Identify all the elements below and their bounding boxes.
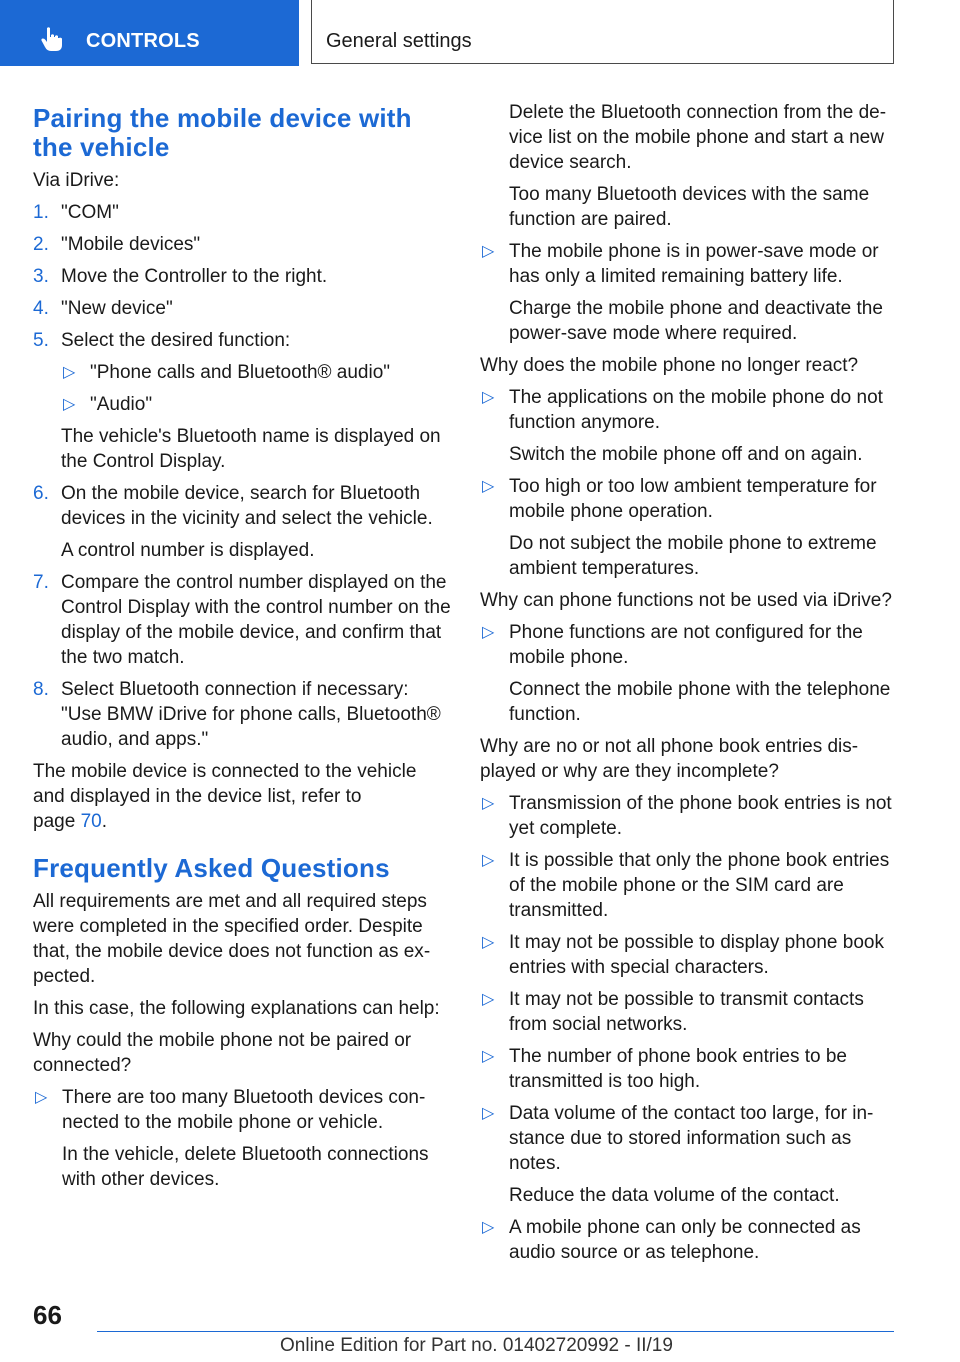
list-item: ▷ A mobile phone can only be connected as audio source or as telephone.	[482, 1217, 861, 1263]
step-number: 5.	[33, 330, 49, 351]
via-idrive-text: Via iDrive:	[33, 170, 120, 191]
header-subsection-title: General settings	[326, 30, 472, 52]
triangle-bullet-icon: ▷	[482, 624, 495, 641]
list-item: ▷ "Phone calls and Bluetooth® audio"	[63, 362, 391, 383]
triangle-bullet-icon: ▷	[63, 364, 76, 381]
answer-note: Too many Bluetooth devices with the same function are paired.	[509, 184, 870, 230]
step-text: "New device"	[61, 298, 173, 319]
step5-note: The vehicle's Bluetooth name is displayed on the Control Display.	[61, 426, 441, 472]
answer-note: Switch the mobile phone off and on again.	[509, 444, 863, 465]
faq-help: In this case, the following explanations can help:	[33, 998, 440, 1019]
question-phone-book: Why are no or not all phone book entries displayed or why are they incomplete?	[480, 736, 859, 782]
heading-pairing: Pairing the mobile device with the vehicle	[33, 103, 412, 162]
step-item	[33, 328, 451, 353]
step-number: 7.	[33, 572, 49, 593]
step-number: 2.	[33, 234, 49, 255]
step-number: 6.	[33, 483, 49, 504]
footer-edition: Online Edition for Part no. 01402720992 - II/19	[280, 1335, 673, 1356]
answer-note: Charge the mobile phone and deactivate the power-save mode where required.	[509, 298, 883, 344]
step-number: 3.	[33, 266, 49, 287]
faq-intro: All requirements are met and all required steps were completed in the specified order. Despite that, the mobile device does not function as expected.	[33, 891, 431, 987]
left-column	[33, 100, 451, 1199]
list-item: ▷ The mobile phone is in power-save mode or has only a limited remaining battery life.	[482, 241, 879, 287]
answer-note: Reduce the data volume of the contact.	[509, 1185, 840, 1206]
header-subsection-box	[311, 0, 894, 64]
list-item: ▷ It may not be possible to display phone book entries with special characters.	[482, 932, 884, 978]
step-item	[33, 232, 451, 257]
step-text: "COM"	[61, 202, 119, 223]
step-text: On the mobile device, search for Bluetooth devices in the vicinity and select the vehicle.	[61, 483, 433, 529]
question-no-react: Why does the mobile phone no longer react?	[480, 355, 859, 376]
triangle-bullet-icon: ▷	[482, 389, 495, 406]
answer-note: Delete the Bluetooth connection from the device list on the mobile phone and start a new device search.	[509, 102, 887, 173]
triangle-bullet-icon: ▷	[482, 934, 495, 951]
step-text: Move the Controller to the right.	[61, 266, 328, 287]
step-text: Compare the control number displayed on the Control Display with the control number on the display of the mobile device, and confirm that the two match.	[61, 572, 451, 668]
answer-note: Connect the mobile phone with the telephone function.	[509, 679, 891, 725]
header-section-title: CONTROLS	[86, 30, 200, 52]
triangle-bullet-icon: ▷	[482, 1048, 495, 1065]
answer-note: In the vehicle, delete Bluetooth connections with other devices.	[62, 1144, 429, 1190]
step-item	[33, 570, 451, 670]
connected-paragraph: The mobile device is connected to the vehicle and displayed in the device list, refer to page 70.	[33, 761, 417, 832]
heading-faq: Frequently Asked Questions	[33, 853, 390, 883]
step-item	[33, 296, 451, 321]
list-item: ▷ Phone functions are not configured for the mobile phone.	[482, 622, 863, 668]
triangle-bullet-icon: ▷	[482, 1105, 495, 1122]
list-item: ▷ It may not be possible to transmit contacts from social networks.	[482, 989, 864, 1035]
triangle-bullet-icon: ▷	[35, 1089, 48, 1106]
list-item: ▷ "Audio"	[63, 394, 153, 415]
header-section-tab	[0, 0, 299, 66]
step-text: "Mobile devices"	[61, 234, 201, 255]
step-number: 1.	[33, 202, 49, 223]
step-number: 4.	[33, 298, 49, 319]
step-number: 8.	[33, 679, 49, 700]
step-item	[33, 677, 451, 752]
step-item	[33, 200, 451, 225]
step6-note: A control number is displayed.	[61, 540, 315, 561]
hand-pointer-icon	[40, 26, 64, 52]
triangle-bullet-icon: ▷	[482, 795, 495, 812]
list-item: ▷ Data volume of the contact too large, for instance due to stored information such as notes.	[482, 1103, 874, 1174]
question-phone-functions: Why can phone functions not be used via iDrive?	[480, 590, 892, 611]
list-item: ▷ It is possible that only the phone book entries of the mobile phone or the SIM card are transmitted.	[482, 850, 890, 921]
list-item: ▷ Too high or too low ambient temperature for mobile phone operation.	[482, 476, 877, 522]
footer-divider	[97, 1331, 894, 1332]
triangle-bullet-icon: ▷	[482, 991, 495, 1008]
step5-sublist	[33, 360, 451, 474]
list-item: ▷ Transmission of the phone book entries is not yet complete.	[482, 793, 892, 839]
step-text: Select Bluetooth connection if necessary: "Use BMW iDrive for phone calls, Bluetooth® audio, and apps."	[61, 679, 441, 750]
list-item: ▷ The applications on the mobile phone do not function anymore.	[482, 387, 883, 433]
triangle-bullet-icon: ▷	[482, 1219, 495, 1236]
triangle-bullet-icon: ▷	[482, 852, 495, 869]
page-reference-link[interactable]: 70	[80, 811, 102, 832]
page-number: 66	[33, 1300, 62, 1330]
answer-note: Do not subject the mobile phone to extreme ambient temperatures.	[509, 533, 877, 579]
triangle-bullet-icon: ▷	[482, 478, 495, 495]
list-item: ▷ There are too many Bluetooth devices connected to the mobile phone or vehicle.	[35, 1087, 426, 1133]
list-item: ▷ The number of phone book entries to be transmitted is too high.	[482, 1046, 848, 1092]
triangle-bullet-icon: ▷	[482, 243, 495, 260]
triangle-bullet-icon: ▷	[63, 396, 76, 413]
step-text: Select the desired function:	[61, 330, 291, 351]
step-item	[33, 481, 451, 531]
question-pairing: Why could the mobile phone not be paired or connected?	[33, 1030, 412, 1076]
right-column	[480, 100, 900, 1272]
step-item	[33, 264, 451, 289]
